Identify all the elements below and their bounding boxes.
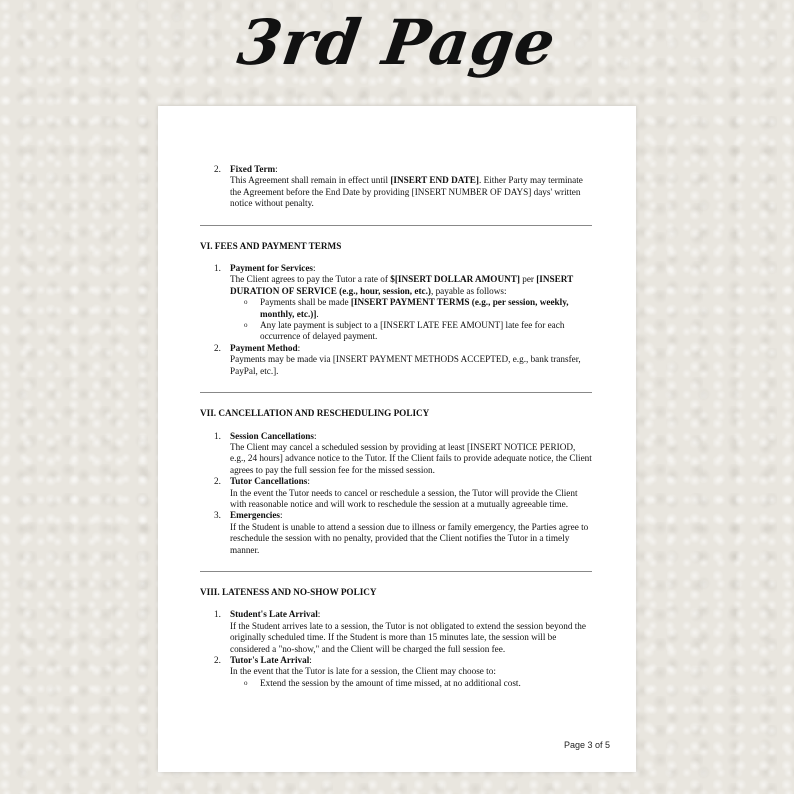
colon: : (307, 476, 310, 487)
item-number: 2. (214, 164, 221, 174)
tutor-late-item (200, 655, 592, 689)
item-body: In the event the Tutor needs to cancel or reschedule a session, the Tutor will provide the Client with reasonable notice and will work to reschedule the session at a mutually agreeable time. (230, 487, 578, 509)
bullet-icon: o (244, 298, 248, 307)
item-number: 2. (214, 655, 221, 665)
page-number: Page 3 of 5 (563, 740, 610, 750)
student-late-item (200, 609, 592, 655)
session-cancellations-item (200, 431, 592, 477)
section-heading-lateness: VIII. LATENESS AND NO-SHOW POLICY (200, 586, 377, 597)
item-title: Payment for Services (230, 263, 314, 274)
item-body: If the Student is unable to attend a session due to illness or family emergency, the Parties agree to reschedule the session with no penalty, provided that the Client notifies the Tutor in a timely manner. (230, 521, 589, 555)
list-item (230, 678, 592, 689)
body-text: , payable as follows: (430, 285, 507, 296)
body-text: This Agreement shall remain in effect until (230, 175, 391, 186)
list-item (230, 320, 592, 343)
list-item (230, 297, 592, 320)
bullet-icon: o (244, 678, 248, 687)
item-title: Session Cancellations (230, 430, 314, 441)
item-title: Emergencies (230, 510, 281, 521)
bullet-icon: o (244, 321, 248, 330)
item-body (230, 274, 592, 297)
placeholder-bold: [INSERT DURATION OF SERVICE (e.g., hour, session, etc.) (230, 274, 574, 296)
section-divider (200, 225, 592, 226)
item-body: In the event that the Tutor is late for a session, the Client may choose to: (230, 666, 496, 677)
item-title: Student's Late Arrival (230, 609, 318, 620)
item-title: Tutor Cancellations (230, 476, 308, 487)
emergencies-item (200, 510, 592, 556)
item-body: The Client may cancel a scheduled session by providing at least [INSERT NOTICE PERIOD, e.g., 24 hours] advance notice to the Tutor. If the Client fails to provide adequate notice, the Client agrees to pay the full session fee for the missed session. (230, 441, 592, 475)
item-body (230, 175, 592, 209)
item-body: Payments may be made via [INSERT PAYMENT METHODS ACCEPTED, e.g., bank transfer, PayPal, etc.]. (230, 354, 581, 376)
document-page (158, 106, 636, 772)
item-title: Fixed Term (230, 164, 276, 174)
body-text: . Either Party may terminate the Agreement before the End Date by providing [INSERT NUMBER OF DAYS] days' written notice without penalty. (230, 175, 583, 209)
item-title: Payment Method (230, 342, 298, 353)
body-text: per (519, 274, 537, 285)
item-title: Tutor's Late Arrival (230, 655, 310, 665)
section-heading-cancellation: VII. CANCELLATION AND RESCHEDULING POLICY (200, 408, 430, 419)
colon: : (317, 609, 321, 620)
placeholder-bold: [INSERT PAYMENT TERMS (e.g., per session, weekly, monthly, etc.)] (260, 297, 569, 319)
payment-services-item (200, 263, 592, 343)
body-text: Payments shall be made (260, 297, 351, 308)
colon: : (313, 430, 317, 441)
section-heading-fees: VI. FEES AND PAYMENT TERMS (200, 240, 342, 251)
item-body: If the Student arrives late to a session, the Tutor is not obligated to extend the session beyond the originally scheduled time. If the Student is more than 15 minutes late, the session will be considered a "no-show," and the Client will be charged the full session fee. (230, 620, 586, 654)
page-banner-title: 3rd Page (233, 6, 561, 79)
document-content (200, 164, 592, 689)
colon: : (297, 342, 301, 353)
placeholder-bold: [INSERT END DATE] (390, 175, 479, 186)
section-divider (200, 571, 592, 572)
colon: : (280, 510, 283, 521)
item-number: 1. (214, 263, 221, 274)
tutor-cancellations-item (200, 476, 592, 510)
colon: : (309, 655, 312, 665)
item-number: 1. (214, 430, 221, 441)
body-text: Extend the session by the amount of time missed, at no additional cost. (260, 677, 521, 688)
body-text: . (316, 308, 319, 319)
colon: : (313, 263, 316, 274)
item-number: 3. (214, 510, 221, 521)
colon: : (275, 164, 278, 174)
payment-method-item (200, 343, 592, 377)
item-number: 2. (214, 342, 221, 353)
section-divider (200, 392, 592, 393)
placeholder-bold: $[INSERT DOLLAR AMOUNT] (390, 274, 520, 285)
body-text: Any late payment is subject to a [INSERT LATE FEE AMOUNT] late fee for each occurrence of delayed payment. (260, 320, 565, 342)
item-number: 2. (214, 476, 221, 487)
fixed-term-item (200, 164, 592, 210)
body-text: The Client agrees to pay the Tutor a rate of (230, 274, 391, 285)
item-number: 1. (214, 609, 221, 620)
